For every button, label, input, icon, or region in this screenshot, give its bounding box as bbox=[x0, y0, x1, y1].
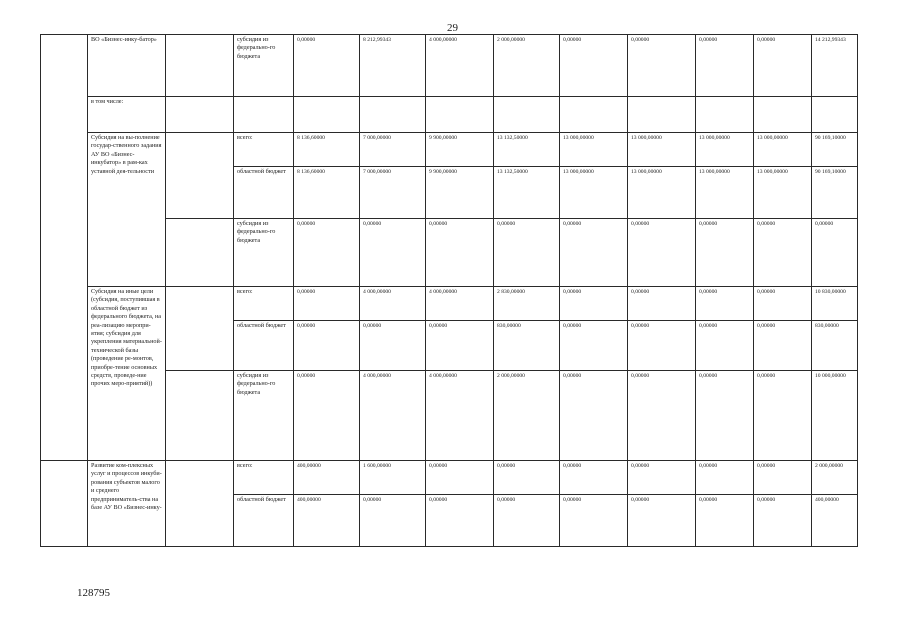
table-cell: 4 000,00000 bbox=[426, 287, 494, 321]
table-cell: 9 900,00000 bbox=[426, 167, 494, 219]
table-cell: 13 132,50000 bbox=[494, 167, 560, 219]
table-cell: 2 000,00000 bbox=[812, 461, 858, 495]
page-number: 29 bbox=[447, 22, 458, 34]
table-cell: 0,00000 bbox=[628, 371, 696, 461]
table-cell bbox=[166, 97, 234, 133]
table-cell: 90 169,10000 bbox=[812, 133, 858, 167]
table-cell: областной бюджет bbox=[234, 495, 294, 547]
table-cell: 1 600,00000 bbox=[360, 461, 426, 495]
table-cell: 4 000,00000 bbox=[360, 287, 426, 321]
table-cell: 13 000,00000 bbox=[628, 167, 696, 219]
table-cell: 14 212,99343 bbox=[812, 35, 858, 97]
table-row bbox=[41, 133, 858, 167]
table-cell: 13 000,00000 bbox=[696, 133, 754, 167]
table-cell: 0,00000 bbox=[696, 321, 754, 371]
table-cell: 0,00000 bbox=[494, 219, 560, 287]
table-cell: 0,00000 bbox=[360, 495, 426, 547]
table-cell bbox=[166, 133, 234, 219]
table-cell: 0,00000 bbox=[426, 321, 494, 371]
table-cell: 0,00000 bbox=[560, 35, 628, 97]
table-row bbox=[41, 287, 858, 321]
table-cell: 13 000,00000 bbox=[628, 133, 696, 167]
table-cell bbox=[294, 97, 360, 133]
table-row bbox=[41, 35, 858, 97]
budget-table bbox=[40, 34, 858, 547]
table-cell: 0,00000 bbox=[628, 321, 696, 371]
table-cell bbox=[166, 219, 234, 287]
table-cell: 0,00000 bbox=[812, 219, 858, 287]
table-cell: 2 000,00000 bbox=[494, 35, 560, 97]
table-cell: 0,00000 bbox=[294, 371, 360, 461]
table-cell: 830,00000 bbox=[812, 321, 858, 371]
table-cell bbox=[166, 35, 234, 97]
table-cell: 0,00000 bbox=[628, 461, 696, 495]
table-cell: Субсидия на вы-полнение государ-ственного задания АУ ВО «Бизнес-инкубатор» в рам-ках уставной дея-тельности bbox=[88, 133, 166, 287]
table-cell bbox=[696, 97, 754, 133]
table-cell: 0,00000 bbox=[696, 461, 754, 495]
table-cell: 0,00000 bbox=[494, 495, 560, 547]
table-cell: 0,00000 bbox=[696, 495, 754, 547]
table-cell bbox=[166, 461, 234, 547]
table-cell: областной бюджет bbox=[234, 321, 294, 371]
table-cell: всего: bbox=[234, 287, 294, 321]
table-cell: 90 169,10000 bbox=[812, 167, 858, 219]
table-cell: 10 830,00000 bbox=[812, 287, 858, 321]
table-cell: 400,00000 bbox=[812, 495, 858, 547]
table-cell: 0,00000 bbox=[754, 461, 812, 495]
table-cell: 7 000,00000 bbox=[360, 167, 426, 219]
table-cell: 0,00000 bbox=[754, 321, 812, 371]
table-cell: 0,00000 bbox=[426, 461, 494, 495]
table-cell: субсидия из федерально-го бюджета bbox=[234, 219, 294, 287]
table-cell bbox=[494, 97, 560, 133]
table-cell bbox=[234, 97, 294, 133]
table-cell: 0,00000 bbox=[754, 219, 812, 287]
table-cell: 9 900,00000 bbox=[426, 133, 494, 167]
table-cell bbox=[560, 97, 628, 133]
table-cell: 0,00000 bbox=[628, 287, 696, 321]
table-cell: 0,00000 bbox=[494, 461, 560, 495]
table-cell: 10 000,00000 bbox=[812, 371, 858, 461]
table-cell: 13 132,50000 bbox=[494, 133, 560, 167]
table-cell: 0,00000 bbox=[426, 219, 494, 287]
table-cell: 2 000,00000 bbox=[494, 371, 560, 461]
table-cell: 0,00000 bbox=[754, 371, 812, 461]
table-cell bbox=[41, 461, 88, 547]
table-cell bbox=[426, 97, 494, 133]
table-cell: 0,00000 bbox=[360, 321, 426, 371]
table-cell: 4 000,00000 bbox=[360, 371, 426, 461]
table-cell: в том числе: bbox=[88, 97, 166, 133]
table-cell: 7 000,00000 bbox=[360, 133, 426, 167]
table-cell: 0,00000 bbox=[294, 321, 360, 371]
table-cell: 0,00000 bbox=[696, 287, 754, 321]
table-cell: 0,00000 bbox=[754, 287, 812, 321]
table-cell: 13 000,00000 bbox=[560, 133, 628, 167]
table-cell: 0,00000 bbox=[560, 219, 628, 287]
table-cell: 0,00000 bbox=[628, 495, 696, 547]
table-cell: 0,00000 bbox=[754, 35, 812, 97]
table-cell bbox=[41, 35, 88, 461]
table-cell: 8 136,60000 bbox=[294, 167, 360, 219]
table-cell: 8 136,60000 bbox=[294, 133, 360, 167]
table-cell bbox=[166, 371, 234, 461]
table-cell: 0,00000 bbox=[294, 35, 360, 97]
table-cell: 8 212,99343 bbox=[360, 35, 426, 97]
table-cell: 0,00000 bbox=[696, 371, 754, 461]
table-cell: 0,00000 bbox=[560, 287, 628, 321]
document-code: 128795 bbox=[77, 587, 110, 599]
table-cell: 4 000,00000 bbox=[426, 35, 494, 97]
table-cell: 0,00000 bbox=[294, 287, 360, 321]
table-cell: 13 000,00000 bbox=[754, 133, 812, 167]
table-cell: 4 000,00000 bbox=[426, 371, 494, 461]
table-cell: 0,00000 bbox=[754, 495, 812, 547]
table-cell: всего: bbox=[234, 461, 294, 495]
table-row bbox=[41, 97, 858, 133]
table-cell bbox=[812, 97, 858, 133]
table-row bbox=[41, 461, 858, 495]
table-cell: 400,00000 bbox=[294, 495, 360, 547]
table-cell: Субсидия на иные цели (субсидия, поступившая в областной бюджет из федерального бюджета, на реа-лизацию меропри-ятия; субсидия для укрепления материальной-технической базы (проведение ре-монтов, приобре-тение основных средств, проведе-ние прочих меро-приятий)) bbox=[88, 287, 166, 461]
table-cell: 0,00000 bbox=[560, 495, 628, 547]
table-cell: 0,00000 bbox=[560, 321, 628, 371]
table-cell: 0,00000 bbox=[560, 371, 628, 461]
table-cell: ВО «Бизнес-инку-батор» bbox=[88, 35, 166, 97]
table-cell bbox=[628, 97, 696, 133]
table-cell: 13 000,00000 bbox=[696, 167, 754, 219]
table-cell: 0,00000 bbox=[560, 461, 628, 495]
table-cell: 0,00000 bbox=[360, 219, 426, 287]
table-cell: 400,00000 bbox=[294, 461, 360, 495]
table-cell bbox=[166, 287, 234, 371]
table-cell: 0,00000 bbox=[696, 219, 754, 287]
table-cell: 0,00000 bbox=[696, 35, 754, 97]
table-cell: Развитие ком-плексных услуг и процессов инкуби-рования субъектов малого и среднего предприниматель-ства на базе АУ ВО «Бизнес-инку- bbox=[88, 461, 166, 547]
table-cell: 0,00000 bbox=[294, 219, 360, 287]
table-cell: 13 000,00000 bbox=[754, 167, 812, 219]
table-cell: 13 000,00000 bbox=[560, 167, 628, 219]
table-cell: 830,00000 bbox=[494, 321, 560, 371]
table-cell: 0,00000 bbox=[628, 35, 696, 97]
table-cell: 2 830,00000 bbox=[494, 287, 560, 321]
table-cell bbox=[360, 97, 426, 133]
table-cell: субсидия из федерально-го бюджета bbox=[234, 371, 294, 461]
table-cell: всего: bbox=[234, 133, 294, 167]
table-cell bbox=[754, 97, 812, 133]
table-cell: субсидия из федерально-го бюджета bbox=[234, 35, 294, 97]
table-cell: 0,00000 bbox=[426, 495, 494, 547]
table-cell: областной бюджет bbox=[234, 167, 294, 219]
table-cell: 0,00000 bbox=[628, 219, 696, 287]
